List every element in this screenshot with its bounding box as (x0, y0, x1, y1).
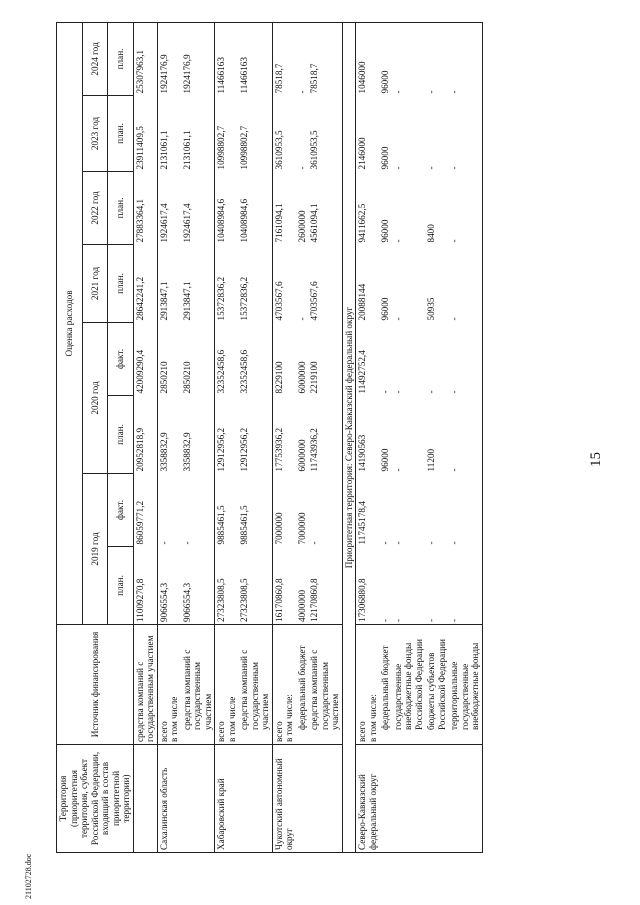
value-cell: 17753936,2 (272, 396, 296, 474)
source-cell: всего в том числе (215, 625, 239, 745)
value-cell: - (426, 390, 436, 394)
source-cell: средства компаний с государственным участием (308, 625, 342, 745)
header-sub: план. (108, 245, 134, 323)
value-cell: 11009270,8 (134, 578, 145, 622)
value-cell: - (448, 547, 482, 625)
header-year: 2019 год (82, 474, 108, 625)
value-cell: - (448, 96, 482, 172)
source-cell: территориальные государственные внебюджетные фонды (448, 625, 482, 745)
value-cell: 3358832,9 (181, 432, 192, 472)
value-cell: 1046000 (356, 22, 380, 95)
value-cell: 3358832,9 (157, 396, 181, 474)
territory-cell (425, 745, 448, 853)
header-source: Источник финансирования (57, 625, 134, 745)
value-cell: - (392, 166, 403, 170)
table-row (272, 22, 296, 852)
value-cell: 9885461,5 (215, 474, 239, 547)
value-cell: 12912956,2 (239, 427, 249, 472)
table-row (356, 22, 380, 852)
value-cell: 50935 (426, 297, 436, 321)
value-cell: 20952818,9 (134, 427, 145, 472)
territory-cell: Чукотский автономный округ (272, 745, 296, 853)
value-cell: 10998802,7 (215, 96, 239, 172)
table-row (238, 22, 272, 852)
table-section (342, 22, 356, 852)
value-cell: 1924176,9 (181, 22, 215, 95)
value-cell: - (448, 323, 482, 396)
value-cell: 78518,7 (308, 22, 342, 95)
table-body-2 (356, 22, 483, 852)
value-cell: 1924176,9 (157, 22, 181, 95)
value-cell: 12170860,8 (309, 578, 319, 622)
table-row (296, 22, 309, 852)
header-sub: план. (108, 172, 134, 245)
value-cell: 17306880,8 (357, 578, 367, 622)
value-cell: 15372836,2 (215, 245, 239, 323)
value-cell: - (380, 618, 390, 622)
territory-cell (296, 745, 309, 853)
value-cell: 6000000 (296, 439, 307, 472)
header-year: 2024 год (82, 22, 108, 95)
table-row (379, 22, 392, 852)
table-row (181, 22, 215, 852)
value-cell: - (448, 245, 482, 323)
value-cell: 1924617,4 (157, 172, 181, 245)
source-cell: всего в том числе (157, 625, 181, 745)
value-cell: - (380, 541, 390, 545)
table-row (157, 22, 181, 852)
header-group: Оценка расходов (57, 22, 83, 624)
value-cell: - (392, 468, 403, 472)
value-cell: - (392, 239, 403, 243)
header-sub: план. (108, 547, 134, 625)
value-cell: 1924617,4 (181, 203, 192, 243)
value-cell: - (426, 166, 436, 170)
value-cell: 28642241,2 (134, 276, 145, 321)
value-cell: 96000 (380, 146, 390, 170)
table-row (308, 22, 342, 852)
table-row (448, 22, 482, 852)
value-cell: 32352458,6 (215, 323, 239, 396)
value-cell: - (296, 22, 309, 95)
value-cell: 96000 (380, 297, 390, 321)
value-cell: 14190563 (357, 434, 367, 472)
value-cell: 96000 (380, 219, 390, 243)
value-cell: 2913847,1 (157, 245, 181, 323)
territory-cell (379, 745, 392, 853)
territory-cell (308, 745, 342, 853)
header-year: 2020 год (82, 323, 108, 474)
value-cell: 2600000 (296, 210, 307, 243)
territory-cell (181, 745, 215, 853)
value-cell: - (425, 22, 448, 95)
value-cell: 9066554,3 (157, 547, 181, 625)
expenses-table (56, 22, 483, 853)
value-cell: 86059771,2 (134, 500, 145, 545)
value-cell: 23911409,5 (134, 126, 145, 170)
section-title: Приоритетная территория: Северо-Кавказский федеральный округ (342, 22, 356, 852)
value-cell: 4561094,1 (309, 203, 319, 243)
header-sub: план. (108, 396, 134, 474)
value-cell: - (392, 618, 403, 622)
value-cell: - (448, 396, 482, 474)
value-cell: 2850210 (157, 323, 181, 396)
value-cell: 4000000 (296, 589, 307, 622)
value-cell: 11492752,4 (357, 350, 367, 394)
value-cell: 10998802,7 (239, 125, 249, 170)
value-cell: 10408984,6 (215, 172, 239, 245)
table-row (425, 22, 448, 852)
value-cell: 15372836,2 (239, 276, 249, 321)
value-cell: - (392, 541, 403, 545)
value-cell: - (426, 618, 436, 622)
value-cell: 2913847,1 (181, 281, 192, 321)
value-cell: 7000000 (296, 512, 307, 545)
value-cell: 11466163 (215, 22, 239, 95)
value-cell: 25307963,1 (133, 22, 157, 95)
value-cell: 96000 (379, 22, 392, 95)
header-sub: факт. (108, 474, 134, 547)
header-year: 2022 год (82, 172, 108, 245)
value-cell: - (392, 317, 403, 321)
value-cell: - (380, 390, 390, 394)
value-cell: 3610953,5 (272, 96, 296, 172)
value-cell: - (426, 541, 436, 545)
header-territory: Территория (приоритетная территория, субъект Российской Федерации, входящий в состав приоритетной территории) (57, 745, 134, 853)
source-cell: всего в том числе: (272, 625, 296, 745)
value-cell: 8400 (426, 224, 436, 243)
table-row (133, 22, 157, 852)
value-cell: 32352458,6 (239, 349, 249, 394)
header-sub: план. (108, 96, 134, 172)
value-cell: 11745178,4 (357, 501, 367, 545)
value-cell: 7161094,1 (272, 172, 296, 245)
value-cell: 4703567,6 (272, 245, 296, 323)
source-cell: средства компаний с государственным участием (181, 625, 215, 745)
value-cell: 2131061,1 (157, 96, 181, 172)
value-cell: - (448, 474, 482, 547)
value-cell: 6000000 (296, 361, 307, 394)
value-cell: 42009290,4 (134, 349, 145, 394)
value-cell: 11200 (426, 448, 436, 472)
territory-cell (238, 745, 272, 853)
territory-cell: Хабаровский край (215, 745, 239, 853)
value-cell: - (157, 474, 181, 547)
value-cell: 11743936,2 (309, 428, 319, 472)
value-cell: 27323808,5 (239, 578, 249, 622)
value-cell: 9066554,3 (181, 582, 192, 622)
value-cell: - (309, 541, 319, 545)
value-cell: 20088144 (357, 283, 367, 321)
territory-cell (133, 745, 157, 853)
value-cell: 2146000 (357, 137, 367, 170)
value-cell: - (448, 22, 482, 95)
page-number: 15 (588, 452, 604, 467)
territory-cell: Северо-Кавказский федеральный округ (356, 745, 380, 853)
source-cell: средства компаний с государственным участием (238, 625, 272, 745)
header-sub: факт. (108, 323, 134, 396)
header-year: 2021 год (82, 245, 108, 323)
value-cell: 9885461,5 (239, 505, 249, 545)
value-cell: 4703567,6 (309, 281, 319, 321)
value-cell: 8229100 (272, 323, 296, 396)
territory-cell (392, 745, 426, 853)
value-cell: 78518,7 (272, 22, 296, 95)
value-cell: 9411662,5 (357, 203, 367, 243)
value-cell: 2219100 (309, 361, 319, 394)
source-cell: средства компаний с государственным участием (133, 625, 157, 745)
value-cell: 11466163 (238, 22, 272, 95)
value-cell: 27323808,5 (215, 547, 239, 625)
value-cell: - (448, 172, 482, 245)
value-cell: - (392, 22, 426, 95)
source-cell: федеральный бюджет (379, 625, 392, 745)
value-cell: 2850210 (181, 361, 192, 394)
value-cell: 3610953,5 (309, 130, 319, 170)
table-body-1 (133, 22, 342, 852)
value-cell: - (296, 166, 307, 170)
value-cell: - (392, 390, 403, 394)
value-cell: 10408984,6 (239, 198, 249, 243)
source-cell: бюджеты субъектов Российской Федерации (425, 625, 448, 745)
table-row (215, 22, 239, 852)
territory-cell: Сахалинская область (157, 745, 181, 853)
header-sub: план. (108, 22, 134, 95)
value-cell: 7000000 (272, 474, 296, 547)
value-cell: 27883364,1 (134, 198, 145, 243)
value-cell: - (181, 541, 192, 545)
source-cell: государственные внебюджетные фонды Российской Федерации (392, 625, 426, 745)
value-cell: 96000 (380, 448, 390, 472)
value-cell: 2131061,1 (181, 130, 192, 170)
value-cell: 12912956,2 (215, 396, 239, 474)
value-cell: 16170860,8 (272, 547, 296, 625)
header-year: 2023 год (82, 96, 108, 172)
source-cell: всего в том числе: (356, 625, 380, 745)
territory-cell (448, 745, 482, 853)
value-cell: - (296, 317, 307, 321)
table-row (392, 22, 426, 852)
footer-code: 21102728.doc (24, 853, 33, 899)
source-cell: федеральный бюджет (296, 625, 309, 745)
